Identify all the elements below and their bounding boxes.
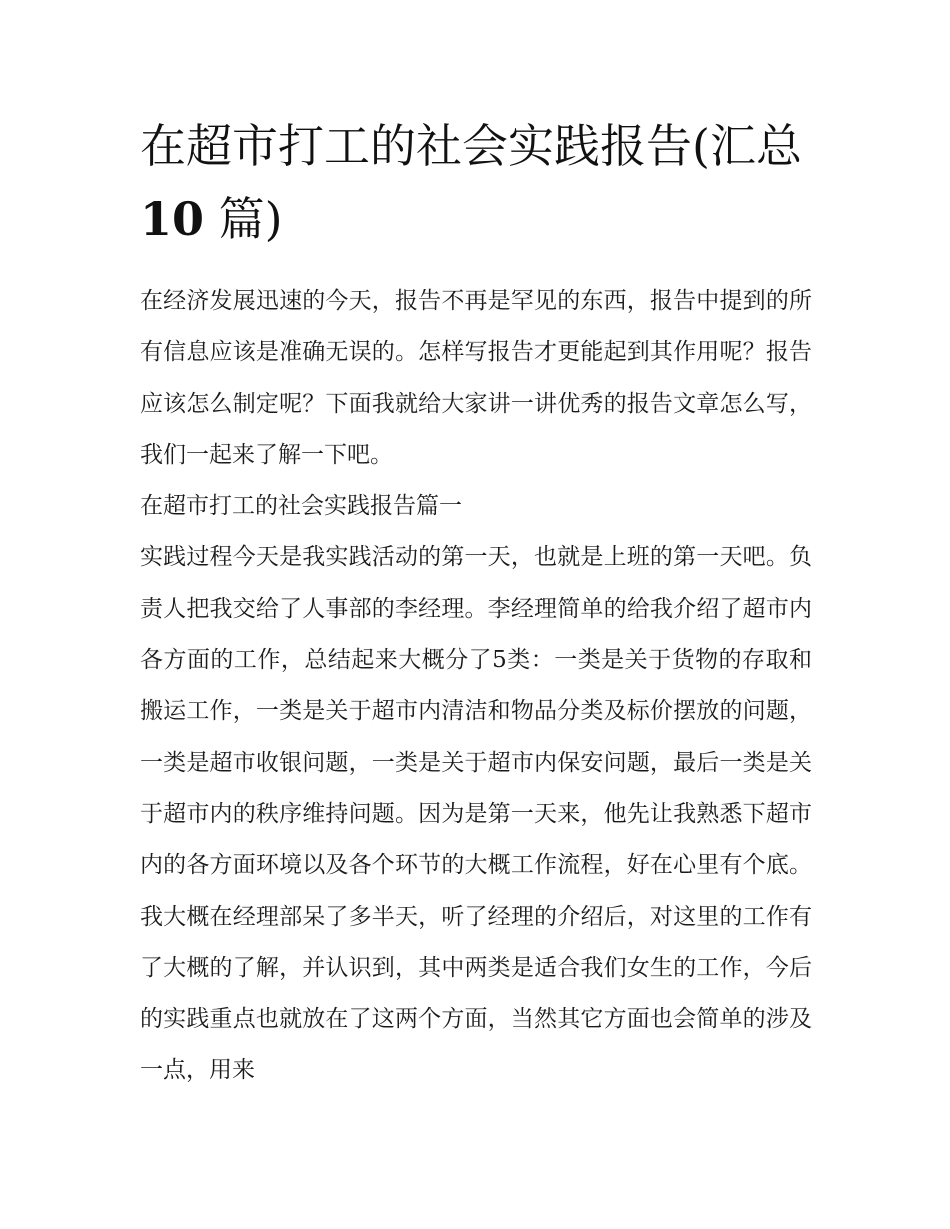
title-text-part2: 篇) [218, 192, 283, 246]
title-number: 10 [140, 192, 205, 246]
section-heading: 在超市打工的社会实践报告篇一 [140, 493, 462, 520]
document-body [140, 276, 812, 1097]
section-paragraph: 实践过程今天是我实践活动的第一天，也就是上班的第一天吧。负责人把我交给了人事部的李经理。李经理简单的给我介绍了超市内各方面的工作，总结起来大概分了5类：一类是关于货物的存取和搬运工作，一类是关于超市内清洁和物品分类及标价摆放的问题，一类是超市收银问题，一类是关于超市内保安问题，最后一类是关于超市内的秩序维持问题。因为是第一天来，他先让我熟悉下超市内的各方面环境以及各个环节的大概工作流程，好在心里有个底。我大概在经理部呆了多半天，听了经理的介绍后，对这里的工作有了大概的了解，并认识到，其中两类是适合我们女生的工作，今后的实践重点也就放在了这两个方面，当然其它方面也会简单的涉及一点，用来 [140, 544, 812, 1084]
document-title [140, 110, 820, 256]
title-text-part1: 在超市打工的社会实践报告(汇总 [140, 119, 802, 173]
intro-paragraph: 在经济发展迅速的今天，报告不再是罕见的东西，报告中提到的所有信息应该是准确无误的。怎样写报告才更能起到其作用呢？报告应该怎么制定呢？下面我就给大家讲一讲优秀的报告文章怎么写，我们一起来了解一下吧。 [140, 288, 812, 468]
